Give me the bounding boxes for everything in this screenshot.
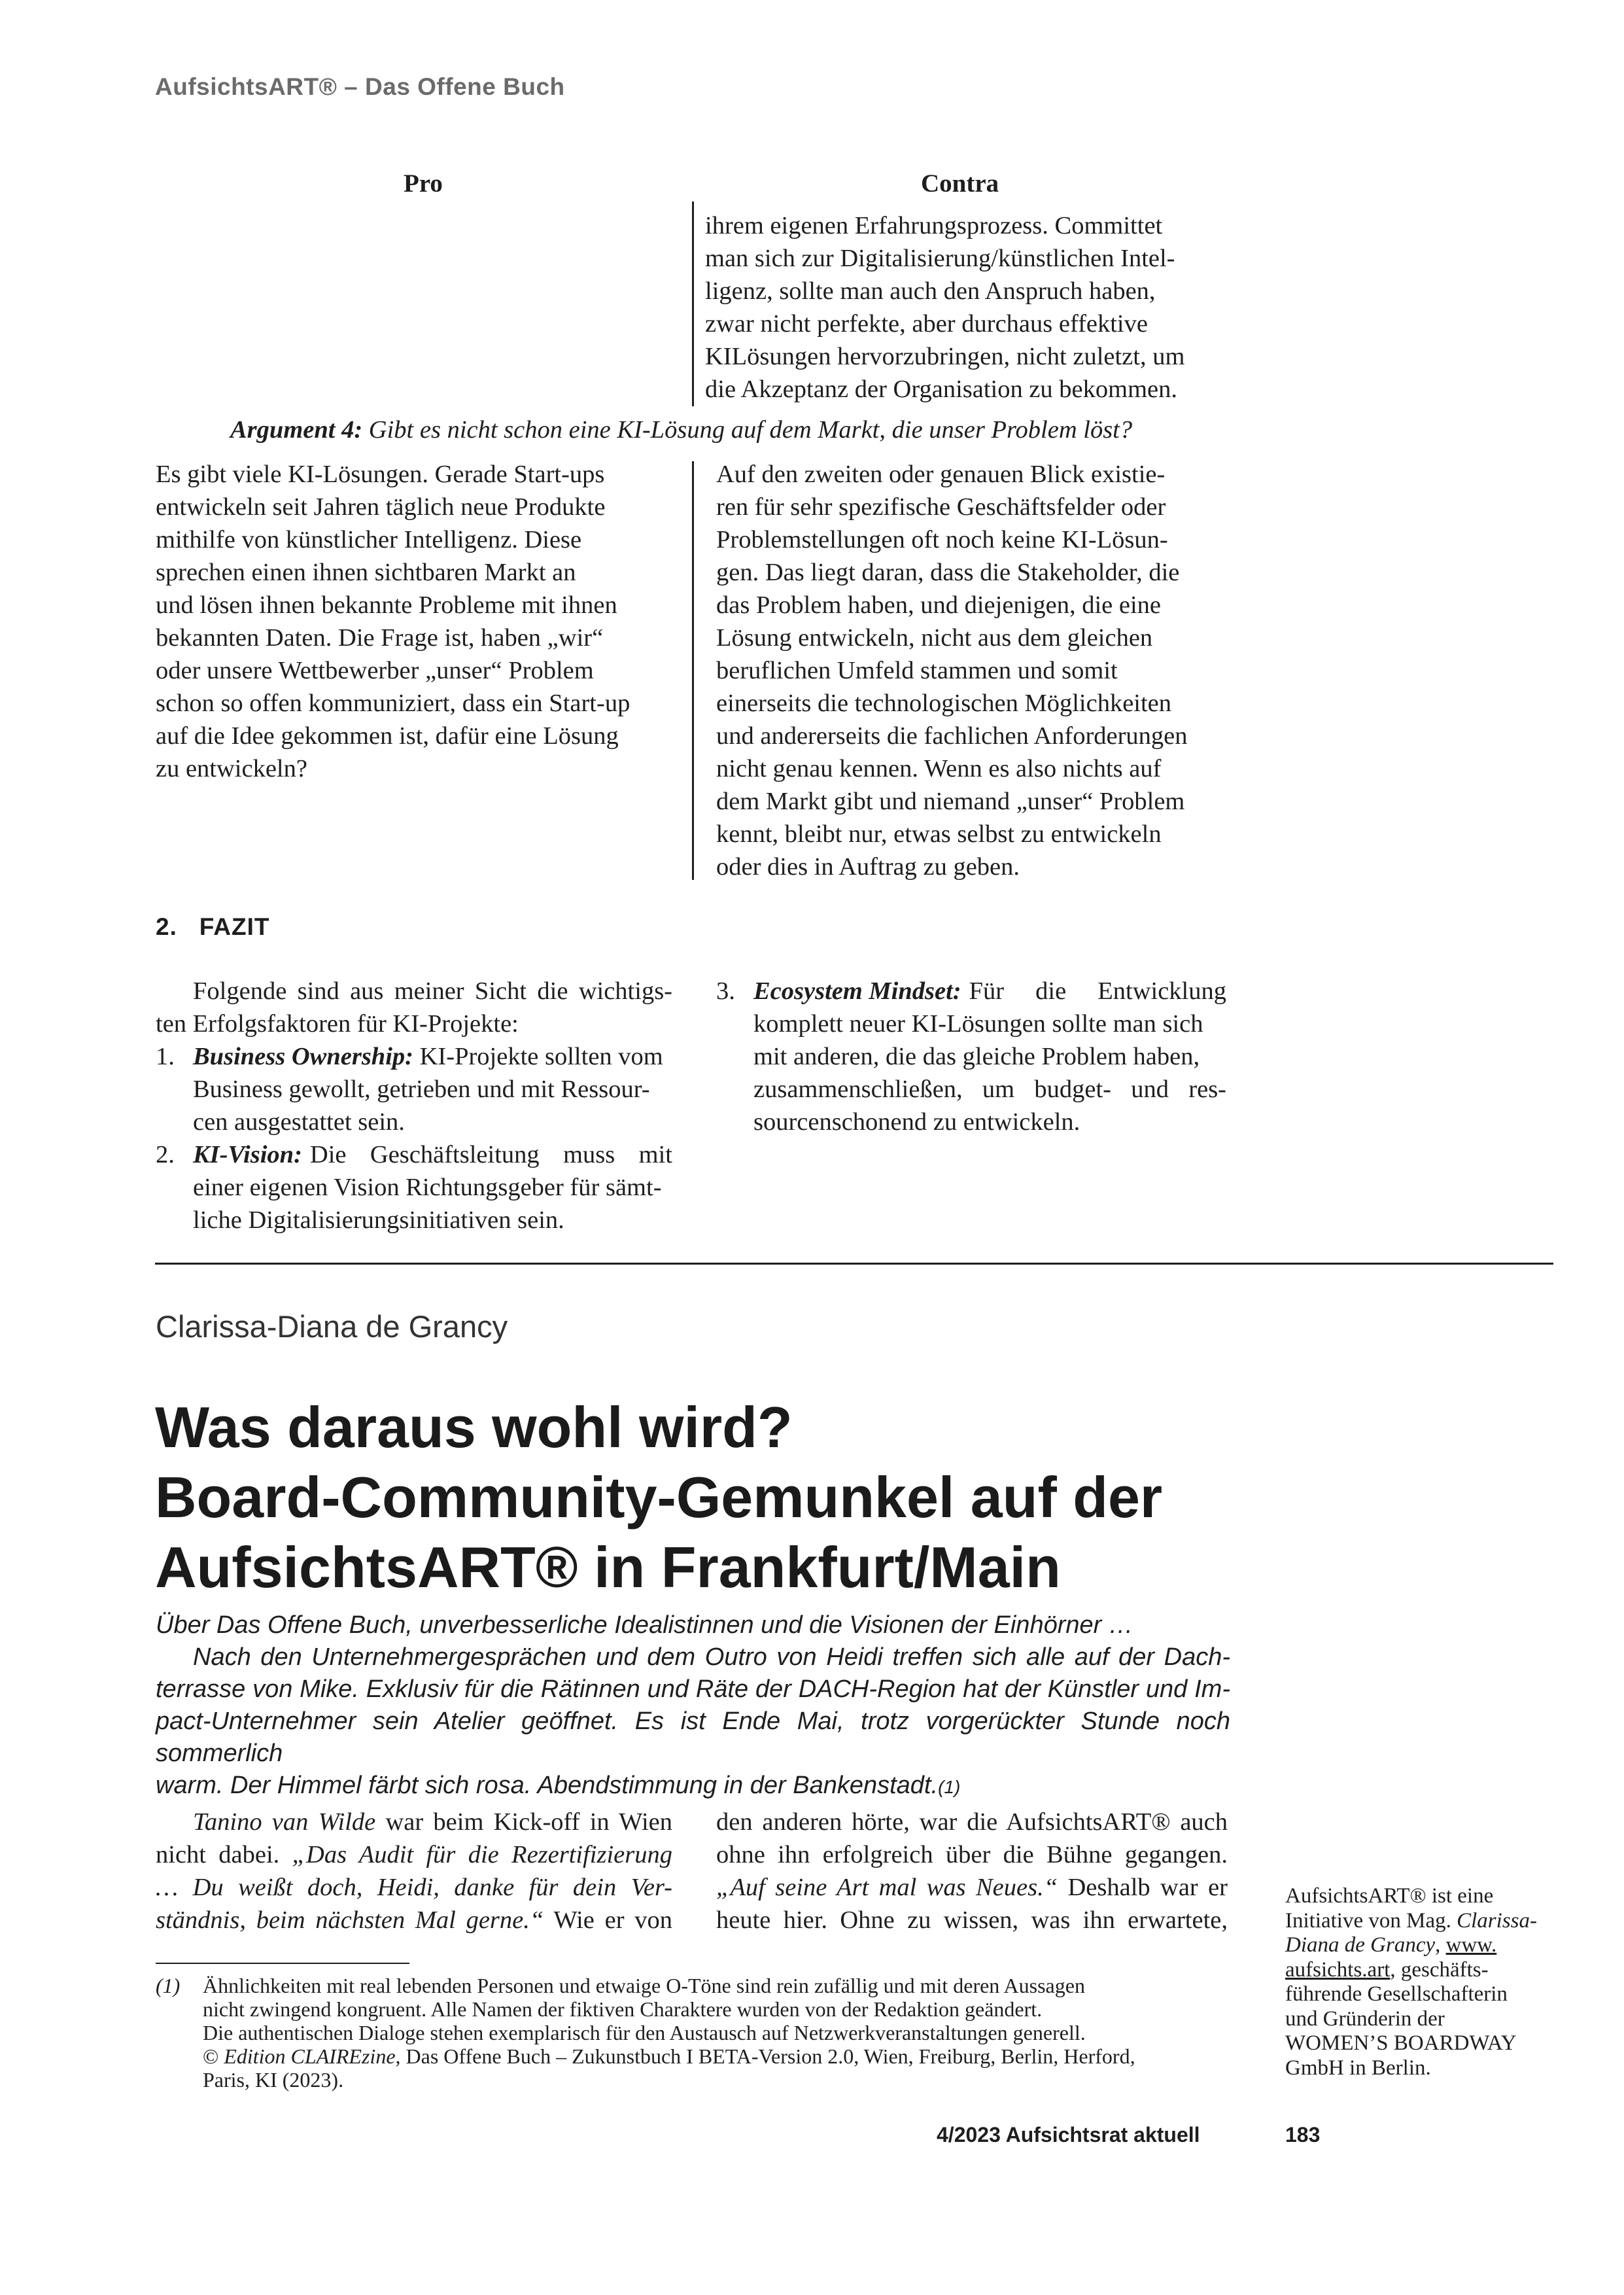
item-label: KI-Vision: <box>193 1141 302 1168</box>
sidebar-line <box>1285 1958 1537 1983</box>
body-line <box>716 1871 1228 1904</box>
body-line <box>156 1871 672 1904</box>
contra-continued-line: ligenz, sollte man auch den Anspruch haben, <box>705 277 1156 305</box>
contra-line: oder dies in Auftrag zu geben. <box>716 853 1020 881</box>
footnote-rule <box>156 1963 409 1964</box>
sidebar-line <box>1285 1933 1537 1958</box>
sidebar-line: und Gründerin der <box>1285 2006 1445 2031</box>
argument-4-label: Argument 4: <box>230 416 363 444</box>
edition-details: , Das Offene Buch – Zukunstbuch I BETA-Version 2.0, Wien, Freiburg, Berlin, Herford, <box>395 2044 1135 2068</box>
fazit-right-column <box>716 975 1226 1138</box>
footnote-line: nicht zwingend kongruent. Alle Namen der fiktiven Charaktere wurden von der Redaktion geändert. <box>203 1997 1043 2021</box>
footnote-line: Paris, KI (2023). <box>203 2068 344 2092</box>
sidebar-line <box>1285 1909 1537 1934</box>
pro-line: und lösen ihnen bekannte Probleme mit ihnen <box>156 591 617 619</box>
item-label: Ecosystem Mindset: <box>753 977 961 1005</box>
pro-line: schon so offen kommuniziert, dass ein Start-up <box>156 690 631 717</box>
footnote-line <box>203 2044 1135 2068</box>
pro-line: sprechen einen ihnen sichtbaren Markt an <box>156 559 576 586</box>
title-line: AufsichtsART® in Frankfurt/Main <box>155 1535 1061 1600</box>
fazit-item-3-line: sourcenschonend zu entwickeln. <box>753 1108 1080 1136</box>
pro-line: oder unsere Wettbewerber „unser“ Problem <box>156 657 594 684</box>
pro-line: entwickeln seit Jahren täglich neue Produkte <box>156 493 606 521</box>
body-text: Wie er von <box>553 1906 672 1934</box>
running-head: AufsichtsART® – Das Offene Buch <box>155 73 565 100</box>
contra-continued-text <box>705 209 1212 406</box>
page-number: 183 <box>1285 2123 1321 2146</box>
sidebar-author-name: Clarissa- <box>1457 1908 1537 1933</box>
article-body-right <box>716 1806 1228 1936</box>
pro-column-header: Pro <box>404 169 443 198</box>
body-line <box>156 1904 672 1936</box>
fazit-item-3-line: komplett neuer KI-Lösungen sollte man sich <box>753 1010 1203 1038</box>
lead-line: pact-Unternehmer sein Atelier geöffnet. Es ist Ende Mai, trotz vorgerückter Stunde noch sommerlich <box>156 1708 1230 1767</box>
contra-line: Auf den zweiten oder genauen Blick existie- <box>716 461 1166 488</box>
body-line <box>156 1838 672 1871</box>
item-text: Für die Entwicklung <box>969 977 1226 1005</box>
edition-name: Edition CLAIREzine <box>224 2044 396 2068</box>
fazit-item-3 <box>716 975 1226 1007</box>
footnote-line: Ähnlichkeiten mit real lebenden Personen und etwaige O-Töne sind rein zufällig und mit deren Aussagen <box>203 1974 1085 1997</box>
pro-argument-text <box>156 458 679 785</box>
body-line: heute hier. Ohne zu wissen, was ihn erwartete, <box>716 1906 1228 1934</box>
contra-line: beruflichen Umfeld stammen und somit <box>716 657 1118 684</box>
quote-text: „Auf seine Art mal was Neues.“ <box>716 1874 1058 1901</box>
fazit-item-1-line: Business gewollt, getrieben und mit Ressour- <box>193 1076 650 1103</box>
section-divider <box>155 1263 1553 1265</box>
argument-4-question <box>230 415 1132 444</box>
body-text: war beim Kick-off in Wien <box>385 1808 672 1836</box>
contra-line: dem Markt gibt und niemand „unser“ Problem <box>716 788 1185 815</box>
contra-line: kennt, bleibt nur, etwas selbst zu entwickeln <box>716 820 1162 848</box>
quote-text: „Das Audit für die Rezertifizierung <box>292 1841 673 1868</box>
item-label: Business Ownership: <box>193 1043 413 1070</box>
fazit-item-1 <box>156 1040 672 1073</box>
contra-line: ren für sehr spezifische Geschäftsfelder oder <box>716 493 1166 521</box>
body-text: Deshalb war er <box>1067 1874 1228 1901</box>
sidebar-line: AufsichtsART® ist eine <box>1285 1884 1494 1908</box>
body-line <box>156 1806 672 1838</box>
contra-line: gen. Das liegt daran, dass die Stakeholder, die <box>716 559 1180 586</box>
footnote-text <box>203 1974 1135 2092</box>
body-line: den anderen hörte, war die AufsichtsART® auch <box>716 1808 1228 1836</box>
fazit-intro-line: Folgende sind aus meiner Sicht die wichtigs- <box>193 977 672 1005</box>
sidebar-text: Initiative von Mag. <box>1285 1908 1451 1933</box>
quote-text: ständnis, beim nächsten Mal gerne.“ <box>156 1906 544 1934</box>
lead-last-text: warm. Der Himmel färbt sich rosa. Abendstimmung in der Bankenstadt. <box>156 1772 939 1799</box>
sidebar-line: führende Gesellschafterin <box>1285 1982 1508 2006</box>
website-link[interactable]: aufsichts.art <box>1285 1957 1391 1982</box>
pro-line: bekannten Daten. Die Frage ist, haben „wir“ <box>156 624 604 652</box>
list-number: 3. <box>716 977 735 1005</box>
fazit-item-3-line: mit anderen, die das gleiche Problem haben, <box>753 1043 1200 1070</box>
article-author: Clarissa-Diana de Grancy <box>156 1309 508 1344</box>
fazit-intro-line: ten Erfolgsfaktoren für KI-Projekte: <box>156 1010 519 1038</box>
contra-continued-line: zwar nicht perfekte, aber durchaus effektive <box>705 310 1148 338</box>
contra-continued-line: ihrem eigenen Erfahrungsprozess. Committet <box>705 212 1163 239</box>
footnote-reference: (1) <box>938 1777 961 1797</box>
article-lead <box>156 1609 1230 1803</box>
contra-continued-line: KILösungen hervorzubringen, nicht zuletzt, um <box>705 343 1185 370</box>
footnote-line: Die authentischen Dialoge stehen exemplarisch für den Austausch auf Netzwerkveranstaltungen generell. <box>203 2021 1086 2044</box>
pro-line: auf die Idee gekommen ist, dafür eine Lösung <box>156 722 619 750</box>
footer-issue: 4/2023 Aufsichtsrat aktuell <box>937 2123 1200 2146</box>
article-body-left <box>156 1806 672 1936</box>
list-number: 1. <box>156 1043 175 1070</box>
fazit-item-2-line: einer eigenen Vision Richtungsgeber für sämt- <box>193 1174 662 1201</box>
body-text: nicht dabei. <box>156 1841 280 1868</box>
section-heading-fazit: 2. FAZIT <box>156 913 270 940</box>
fazit-left-column <box>156 975 672 1236</box>
item-text: KI-Projekte sollten vom <box>419 1043 663 1070</box>
contra-column-header: Contra <box>921 169 999 198</box>
website-link[interactable]: www. <box>1445 1933 1497 1957</box>
fazit-item-2 <box>156 1138 672 1171</box>
lead-line <box>156 1770 1230 1803</box>
article-title <box>155 1392 1162 1602</box>
table-divider-bottom <box>692 461 694 880</box>
contra-line: und andererseits die fachlichen Anforderungen <box>716 722 1188 750</box>
contra-line: Lösung entwickeln, nicht aus dem gleichen <box>716 624 1153 652</box>
fazit-item-3-line: zusammenschließen, um budget- und res- <box>753 1076 1226 1103</box>
body-line: ohne ihn erfolgreich über die Bühne gegangen. <box>716 1841 1228 1868</box>
footnote-marker: (1) <box>156 1974 181 1997</box>
lead-line: terrasse von Mike. Exklusiv für die Rätinnen und Räte der DACH-Region hat der Künstler und Im- <box>156 1675 1230 1703</box>
contra-continued-line: man sich zur Digitalisierung/künstlichen Intel- <box>705 245 1175 272</box>
fazit-item-2-line: liche Digitalisierungsinitiativen sein. <box>193 1206 564 1234</box>
pro-line: Es gibt viele KI-Lösungen. Gerade Start-ups <box>156 461 605 488</box>
contra-line: einerseits die technologischen Möglichkeiten <box>716 690 1172 717</box>
contra-line: nicht genau kennen. Wenn es also nichts auf <box>716 755 1162 782</box>
argument-4-text: Gibt es nicht schon eine KI-Lösung auf dem Markt, die unser Problem löst? <box>368 416 1133 444</box>
title-line: Board-Community-Gemunkel auf der <box>155 1465 1163 1530</box>
lead-line: Über Das Offene Buch, unverbesserliche Idealistinnen und die Visionen der Einhörner … <box>156 1611 1133 1639</box>
fazit-item-1-line: cen ausgestattet sein. <box>193 1108 405 1136</box>
contra-argument-text <box>716 458 1239 883</box>
contra-continued-line: die Akzeptanz der Organisation zu bekommen. <box>705 376 1178 403</box>
contra-line: das Problem haben, und diejenigen, die eine <box>716 591 1161 619</box>
list-number: 2. <box>156 1141 175 1168</box>
character-name: Tanino van Wilde <box>193 1808 376 1836</box>
sidebar-text: , geschäfts- <box>1390 1957 1489 1982</box>
pro-line: zu entwickeln? <box>156 755 307 782</box>
sidebar-line: GmbH in Berlin. <box>1285 2056 1431 2080</box>
sidebar-line: WOMEN’S BOARDWAY <box>1285 2031 1517 2055</box>
sidebar-text: , <box>1435 1933 1441 1957</box>
lead-line: Nach den Unternehmergesprächen und dem Outro von Heidi treffen sich alle auf der Dach- <box>193 1643 1230 1671</box>
item-text: Die Geschäftsleitung muss mit <box>309 1141 672 1168</box>
copyright-symbol: © <box>203 2044 224 2068</box>
sidebar-note <box>1285 1884 1537 2080</box>
contra-line: Problemstellungen oft noch keine KI-Lösun- <box>716 526 1168 553</box>
title-line: Was daraus wohl wird? <box>155 1395 793 1460</box>
table-divider-top <box>692 201 694 406</box>
quote-text: … Du weißt doch, Heidi, danke für dein Ver- <box>156 1874 672 1901</box>
sidebar-author-name: Diana de Grancy <box>1285 1933 1436 1957</box>
pro-line: mithilfe von künstlicher Intelligenz. Diese <box>156 526 582 553</box>
